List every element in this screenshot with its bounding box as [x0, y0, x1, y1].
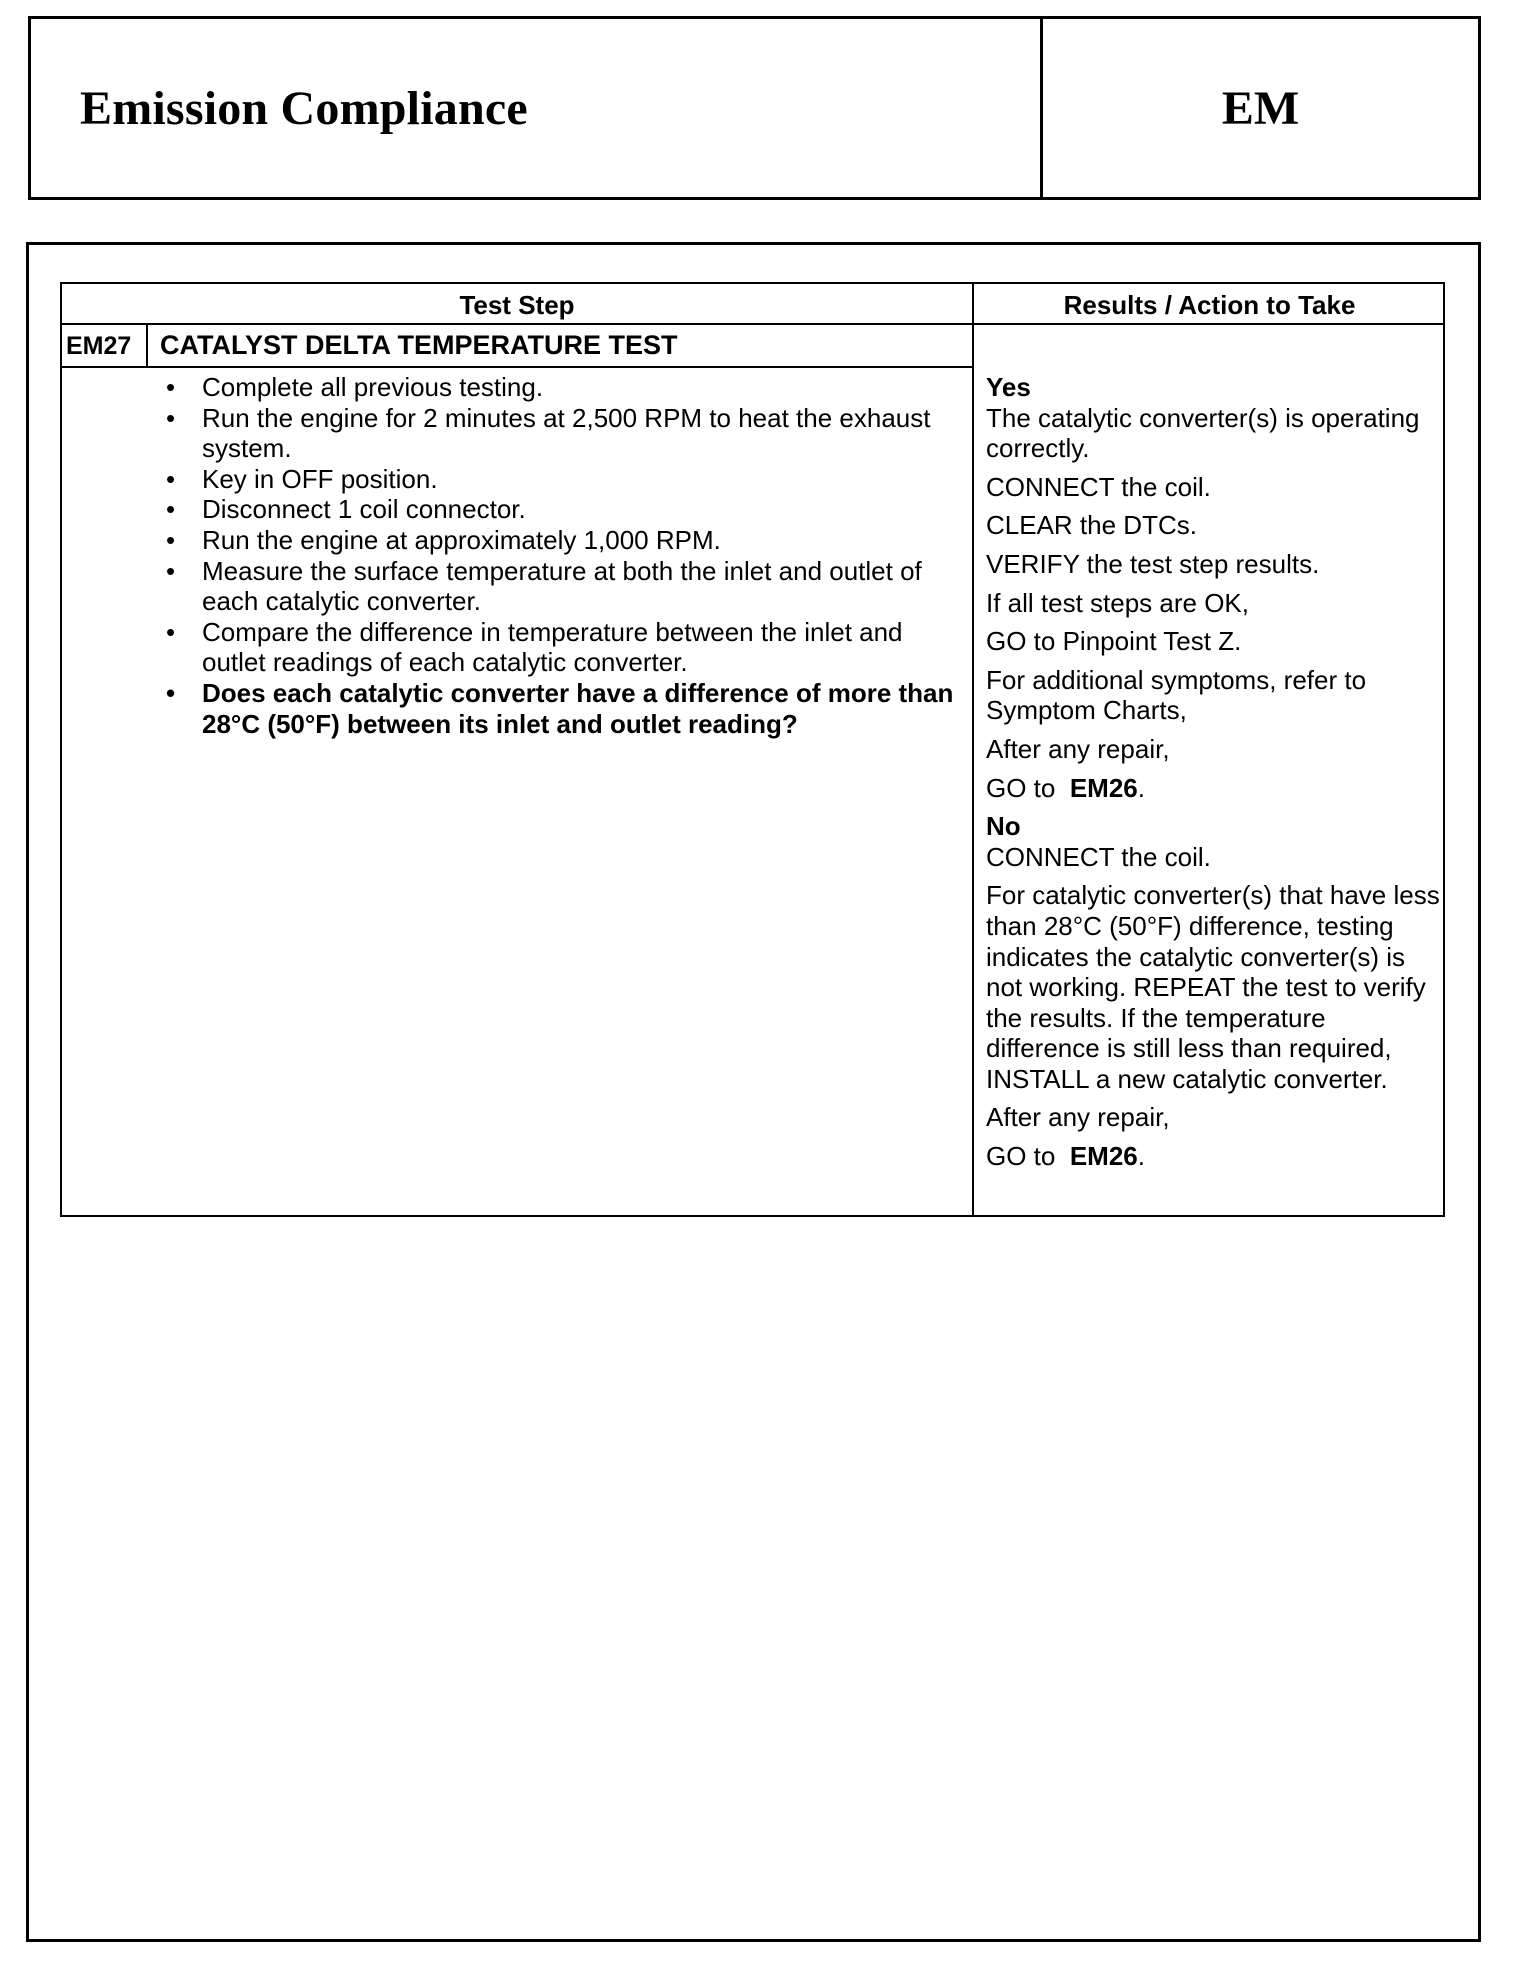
yes-action: If all test steps are OK,	[986, 587, 1249, 618]
bullet-icon: •	[166, 494, 176, 525]
goto-target-link[interactable]: EM26	[1069, 772, 1138, 803]
step-id: EM27	[66, 332, 132, 360]
bullet-icon: •	[166, 616, 176, 647]
results-column	[986, 372, 1446, 1180]
bullet-icon: •	[166, 677, 176, 708]
test-step-list	[158, 372, 968, 739]
step-title: CATALYST DELTA TEMPERATURE TEST	[160, 330, 678, 360]
column-divider	[972, 284, 974, 1215]
page-title: Emission Compliance	[80, 82, 528, 135]
column-header-results: Results / Action to Take	[1063, 290, 1356, 320]
yes-result-text: The catalytic converter(s) is operating correctly.	[986, 402, 1420, 464]
step-text: Compare the difference in temperature between the inlet and outlet readings of each catalytic converter.	[202, 616, 903, 678]
yes-action: CONNECT the coil.	[986, 471, 1211, 502]
list-item	[158, 617, 968, 678]
bullet-icon: •	[166, 524, 176, 555]
column-header-test-step: Test Step	[459, 290, 575, 320]
goto-prefix: GO to	[986, 772, 1056, 803]
list-item	[158, 556, 968, 617]
list-item	[158, 403, 968, 464]
yes-action: CLEAR the DTCs.	[986, 510, 1197, 541]
yes-action: For additional symptoms, refer to Symptom Charts,	[986, 664, 1367, 726]
header-box	[28, 16, 1481, 200]
test-step-table	[60, 282, 1445, 1217]
yes-action: GO to Pinpoint Test Z.	[986, 626, 1242, 657]
bullet-icon: •	[166, 372, 176, 402]
no-label: No	[986, 811, 1021, 842]
list-item	[158, 464, 968, 495]
no-action: After any repair,	[986, 1102, 1170, 1133]
goto-prefix: GO to	[986, 1141, 1056, 1172]
no-action: For catalytic converter(s) that have less than 28°C (50°F) difference, testing indicates the catalytic converter(s) is not working. REPEAT the test to verify the results. If the temperature difference is still less than required, INSTALL a new catalytic converter.	[986, 880, 1440, 1094]
no-goto	[986, 1141, 1446, 1172]
bullet-icon: •	[166, 555, 176, 586]
step-text: Key in OFF position.	[202, 463, 438, 494]
goto-suffix: .	[1137, 1141, 1145, 1172]
bullet-icon: •	[166, 463, 176, 494]
step-text: Disconnect 1 coil connector.	[202, 494, 526, 525]
step-text: Run the engine for 2 minutes at 2,500 RPM to heat the exhaust system.	[202, 402, 931, 464]
section-code: EM	[1221, 82, 1300, 135]
yes-action: After any repair,	[986, 733, 1170, 764]
list-item	[158, 372, 968, 403]
yes-action: VERIFY the test step results.	[986, 548, 1320, 579]
list-item-question	[158, 678, 968, 739]
yes-goto	[986, 773, 1446, 804]
step-text: Measure the surface temperature at both the inlet and outlet of each catalytic converter.	[202, 555, 922, 617]
yes-label: Yes	[986, 372, 1031, 402]
goto-target-link[interactable]: EM26	[1069, 1141, 1138, 1172]
step-question: Does each catalytic converter have a difference of more than 28°C (50°F) between its inlet and outlet reading?	[202, 677, 954, 739]
step-id-divider	[146, 325, 148, 366]
goto-suffix: .	[1137, 772, 1145, 803]
list-item	[158, 525, 968, 556]
header-row-divider	[62, 323, 1443, 325]
step-text: Complete all previous testing.	[202, 372, 544, 402]
list-item	[158, 494, 968, 525]
step-text: Run the engine at approximately 1,000 RPM.	[202, 524, 721, 555]
no-action: CONNECT the coil.	[986, 841, 1211, 872]
bullet-icon: •	[166, 402, 176, 433]
step-title-divider	[62, 366, 972, 368]
